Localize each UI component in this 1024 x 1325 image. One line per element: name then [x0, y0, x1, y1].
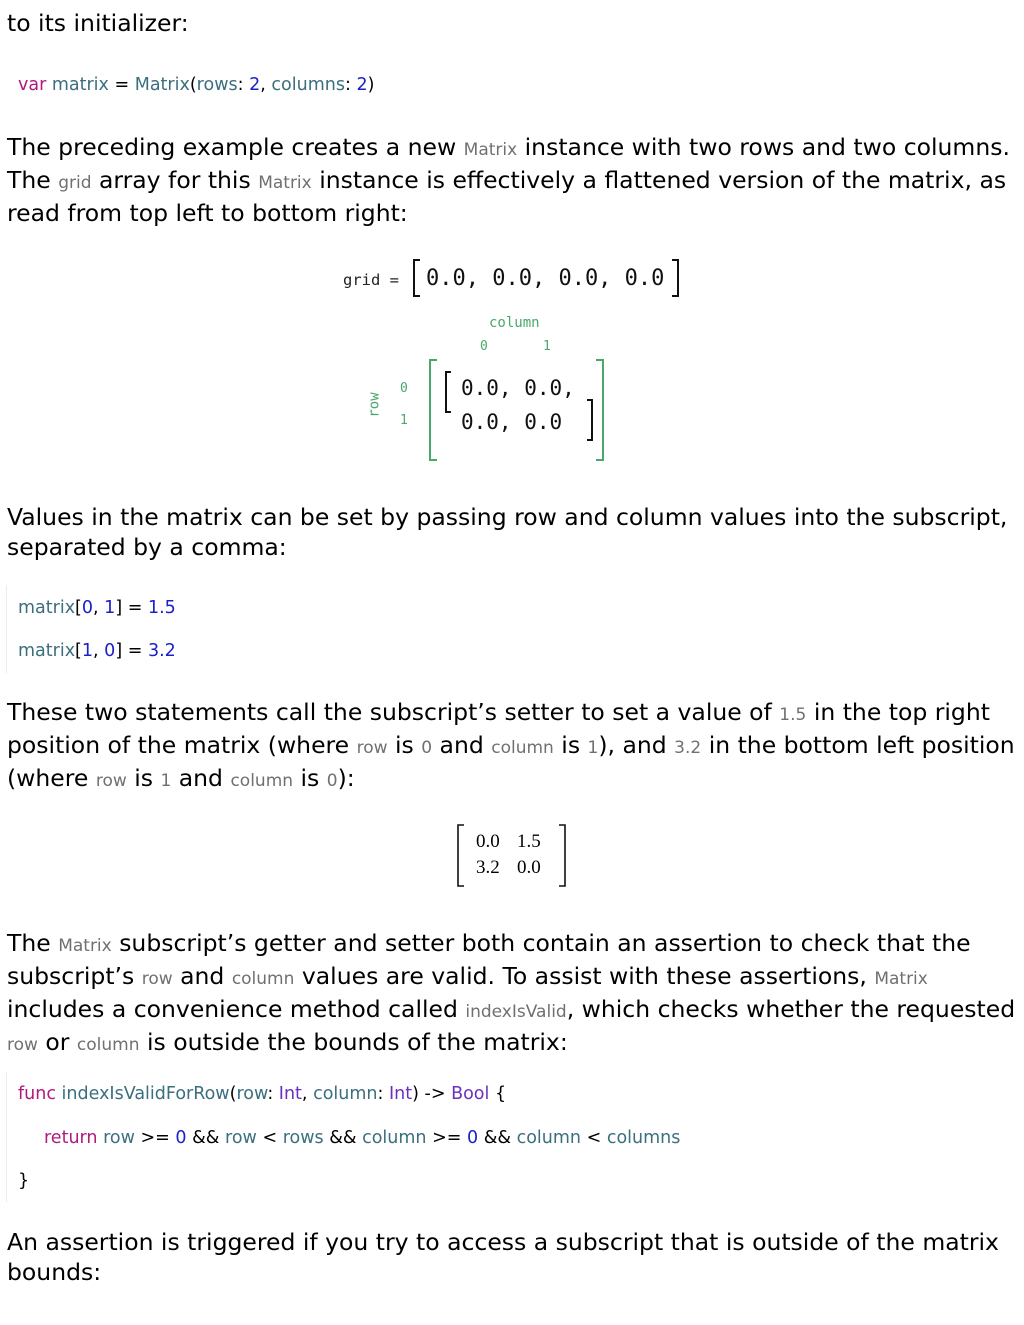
row-index-1: 1 [400, 413, 408, 428]
result-matrix-figure [455, 822, 575, 892]
paragraph-assertion: The Matrix subscript’s getter and setter both contain an assertion to check that the subscript’s row and column values are valid. To assist with these assertions, Matrix includes a convenience method called indexIsValid, which checks whether the requested row or column is outside the bounds of the matrix: [7, 929, 1016, 1056]
grid-figure [0, 0, 1024, 470]
intro-text: to its initializer: [7, 9, 189, 37]
grid-values: 0.0, 0.0, 0.0, 0.0 [426, 266, 665, 291]
paragraph-bounds: An assertion is triggered if you try to access a subscript that is outside of the matrix bounds: [7, 1228, 999, 1286]
row-label: row [366, 392, 383, 418]
cell-r1c1: 0.0 [476, 831, 500, 852]
column-index-1: 1 [543, 339, 551, 354]
column-label: column [489, 315, 540, 331]
code-func-signature: func indexIsValidForRow(row: Int, column: Int) -> Bool { [18, 1084, 507, 1104]
code-func-close: } [18, 1171, 30, 1191]
cell-r1c2: 1.5 [517, 831, 541, 852]
code-func-body: return row >= 0 && row < rows && column >= 0 && column < columns [44, 1128, 681, 1148]
matrix-brackets [424, 356, 614, 466]
code-rule-2 [6, 1072, 7, 1202]
column-index-0: 0 [480, 339, 488, 354]
result-matrix-brackets [455, 822, 575, 892]
paragraph-setter-explanation: These two statements call the subscript’s setter to set a value of 1.5 in the top right position of the matrix (where row is 0 and column is 1), and 3.2 in the bottom left position (where row is 1 and column is 0): [7, 698, 1015, 792]
grid-brackets [410, 256, 690, 302]
grid-label: grid = [343, 271, 399, 289]
code-line-set-1: matrix[0, 1] = 1.5 [18, 598, 176, 618]
cell-r2c1: 3.2 [476, 857, 500, 878]
cell-r2c2: 0.0 [517, 857, 541, 878]
matrix-line-1: 0.0, 0.0, [461, 376, 575, 400]
row-index-0: 0 [400, 381, 408, 396]
code-line-set-2: matrix[1, 0] = 3.2 [18, 641, 176, 661]
paragraph-set-values: Values in the matrix can be set by passing row and column values into the subscript, separated by a comma: [7, 503, 1008, 561]
code-block-init: var matrix = Matrix(rows: 2, columns: 2) [18, 75, 375, 95]
paragraph-matrix-instance: The preceding example creates a new Matrix instance with two rows and two columns. The grid array for this Matrix instance is effectively a flattened version of the matrix, as read from top left to bottom right: [7, 133, 1010, 227]
code-rule [6, 585, 7, 673]
matrix-line-2: 0.0, 0.0 [461, 410, 563, 434]
